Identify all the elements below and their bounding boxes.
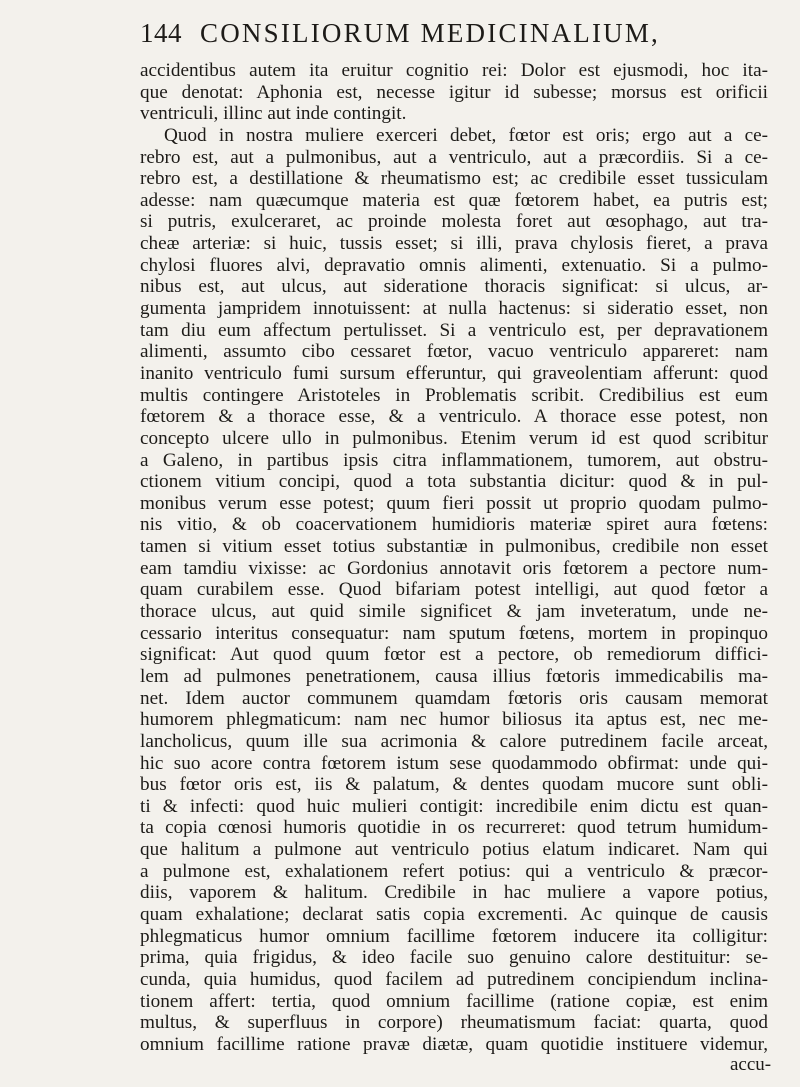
- text-line: ctionem vitium concipi, quod a tota substantia dicitur: quod & in pul-: [140, 471, 768, 493]
- text-line: accidentibus autem ita eruitur cognitio rei: Dolor est ejusmodi, hoc ita-: [140, 60, 768, 81]
- text-line: eam tamdiu vixisse: ac Gordonius annotavit oris fœtorem a pectore num-: [140, 557, 768, 579]
- text-line: omnium facillime ratione pravæ diætæ, quam quotidie instituere videmur,: [140, 1033, 768, 1055]
- text-line: a pulmone est, exhalationem refert potius: qui a ventriculo & præcor-: [140, 860, 768, 882]
- text-line: nibus est, aut ulcus, aut sideratione thoracis significat: si ulcus, ar-: [140, 276, 768, 298]
- text-line: que halitum a pulmone aut ventriculo potius elatum indicaret. Nam qui: [140, 839, 768, 861]
- text-line: si putris, exulceraret, ac proinde molesta foret aut œsophago, aut tra-: [140, 211, 768, 233]
- text-line: chylosi fluores alvi, depravatio omnis alimenti, extenuatio. Si a pulmo-: [140, 254, 768, 276]
- text-line: ta copia cœnosi humoris quotidie in os recurreret: quod tetrum humidum-: [140, 817, 768, 839]
- text-line: thorace ulcus, aut quid simile significet & jam inveteratum, unde ne-: [140, 601, 768, 623]
- text-line: bus fœtor oris est, iis & palatum, & dentes quodam mucore sunt obli-: [140, 774, 768, 796]
- text-line: phlegmaticus humor omnium facillime fœtorem inducere ita colligitur:: [140, 925, 768, 947]
- text-line: hic suo acore contra fœtorem istum sese quodammodo obfirmat: unde qui-: [140, 752, 768, 774]
- text-line: rebro est, a destillatione & rheumatismo est; ac credibile esset tussiculam: [140, 168, 768, 190]
- body-text: [140, 60, 768, 1055]
- text-line: monibus verum esse potest; quum fieri possit ut proprio quodam pulmo-: [140, 492, 768, 514]
- text-line: lem ad pulmones penetrationem, causa illius fœtoris immedicabilis ma-: [140, 665, 768, 687]
- text-line: tamen si vitium esset totius substantiæ in pulmonibus, credibile non esset: [140, 536, 768, 558]
- text-line: rebro est, aut a pulmonibus, aut a ventriculo, aut a præcordiis. Si a ce-: [140, 146, 768, 168]
- text-line: multus, & superfluus in corpore) rheumatismum faciat: quarta, quod: [140, 1012, 768, 1034]
- text-line: cheæ arteriæ: si huic, tussis esset; si illi, prava chylosis fieret, a prava: [140, 233, 768, 255]
- text-line: quam exhalatione; declarat satis copia excrementi. Ac quinque de causis: [140, 903, 768, 925]
- text-line: adesse: nam quæcumque materia est quæ fœtorem habet, ea putris est;: [140, 189, 768, 211]
- text-line: gumenta jampridem innotuissent: at nulla hactenus: si sideratio esset, non: [140, 298, 768, 320]
- text-line: cessario interitus consequatur: nam sputum fœtens, mortem in propinquo: [140, 622, 768, 644]
- text-line: tam diu eum affectum pertulisset. Si a ventriculo est, per depravationem: [140, 319, 768, 341]
- catchword: accu-: [730, 1054, 772, 1075]
- text-line: que denotat: Aphonia est, necesse igitur id subesse; morsus est orificii: [140, 81, 768, 103]
- text-line: cunda, quia humidus, quod facilem ad putredinem concipiendum inclina-: [140, 968, 768, 990]
- text-line: tionem affert: tertia, quod omnium facillime (ratione copiæ, est enim: [140, 990, 768, 1012]
- text-line: nis vitio, & ob coacervationem humidioris materiæ spiret aura fœtens:: [140, 514, 768, 536]
- text-line: prima, quia frigidus, & ideo facile suo genuino calore destituitur: se-: [140, 947, 768, 969]
- running-title: CONSILIORUM MEDICINALIUM,: [200, 18, 660, 48]
- text-line: Quod in nostra muliere exerceri debet, fœtor est oris; ergo aut a ce-: [164, 124, 768, 146]
- text-line: a Galeno, in partibus ipsis citra inflammationem, tumorem, aut obstru-: [140, 449, 768, 471]
- text-line: humorem phlegmaticum: nam nec humor biliosus ita aptus est, nec me-: [140, 709, 768, 731]
- text-line: net. Idem auctor communem quamdam fœtoris oris causam memorat: [140, 687, 768, 709]
- text-line: diis, vaporem & halitum. Credibile in hac muliere a vapore potius,: [140, 882, 768, 904]
- text-line: concepto ulcere ullo in pulmonibus. Etenim verum id est quod scribitur: [140, 427, 768, 449]
- text-line: fœtorem & a thorace esse, & a ventriculo. A thorace esse potest, non: [140, 406, 768, 428]
- page-header: [140, 18, 660, 49]
- text-line: lancholicus, quum ille sua acrimonia & calore putredinem facile arceat,: [140, 730, 768, 752]
- page-number: 144: [140, 18, 182, 48]
- text-line: ventriculi, illinc aut inde contingit.: [140, 103, 407, 125]
- text-line: alimenti, assumto cibo cessaret fœtor, vacuo ventriculo appareret: nam: [140, 341, 768, 363]
- text-line: multis contingere Aristoteles in Problematis scribit. Credibilius est eum: [140, 384, 768, 406]
- text-line: inanito ventriculo fumi sursum efferuntur, qui graveolentiam afferunt: quod: [140, 362, 768, 384]
- text-line: significat: Aut quod quum fœtor est a pectore, ob remediorum diffici-: [140, 644, 768, 666]
- text-line: quam curabilem esse. Quod bifariam potest intelligi, aut quod fœtor a: [140, 579, 768, 601]
- text-line: ti & infecti: quod huic mulieri contigit: incredibile enim dictu est quan-: [140, 795, 768, 817]
